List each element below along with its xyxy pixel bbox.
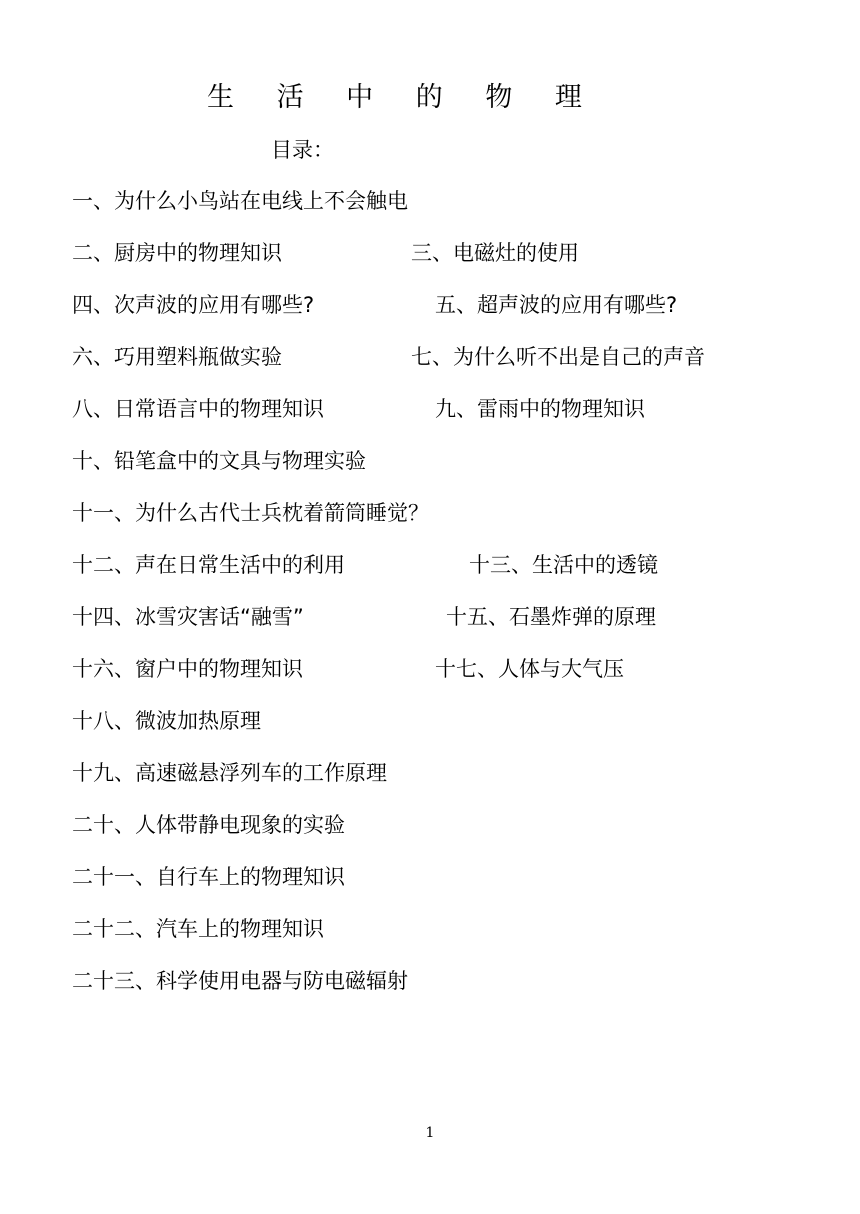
toc-row — [0, 758, 860, 788]
toc-entry-12[interactable]: 十二、声在日常生活中的利用 — [72, 553, 345, 577]
toc-entry-9[interactable]: 九、雷雨中的物理知识 — [435, 397, 645, 421]
toc-row — [0, 550, 860, 580]
toc-row — [0, 498, 860, 528]
toc-entry-21[interactable]: 二十一、自行车上的物理知识 — [72, 865, 345, 889]
toc-row — [0, 810, 860, 840]
toc-row — [0, 186, 860, 216]
toc-entry-11[interactable]: 十一、为什么古代士兵枕着箭筒睡觉？ — [72, 501, 429, 525]
toc-entry-4[interactable]: 四、次声波的应用有哪些? — [72, 293, 315, 317]
toc-row — [0, 342, 860, 372]
toc-row — [0, 706, 860, 736]
toc-row — [0, 394, 860, 424]
toc-entry-18[interactable]: 十八、微波加热原理 — [72, 709, 261, 733]
toc-row — [0, 602, 860, 632]
toc-row — [0, 914, 860, 944]
toc-entry-2[interactable]: 二、厨房中的物理知识 — [72, 241, 282, 265]
toc-entry-5[interactable]: 五、超声波的应用有哪些? — [435, 293, 678, 317]
toc-row — [0, 654, 860, 684]
toc-entry-15[interactable]: 十五、石墨炸弹的原理 — [446, 605, 656, 629]
toc-entry-22[interactable]: 二十二、汽车上的物理知识 — [72, 917, 324, 941]
toc-entry-6[interactable]: 六、巧用塑料瓶做实验 — [72, 345, 282, 369]
toc-heading: 目录： — [271, 138, 334, 162]
toc-entry-1[interactable]: 一、为什么小鸟站在电线上不会触电 — [72, 189, 408, 213]
toc-entry-13[interactable]: 十三、生活中的透镜 — [469, 553, 658, 577]
toc-entry-14[interactable]: 十四、冰雪灾害话“融雪” — [72, 605, 304, 629]
toc-entry-3[interactable]: 三、电磁灶的使用 — [411, 241, 579, 265]
toc-entry-20[interactable]: 二十、人体带静电现象的实验 — [72, 813, 345, 837]
toc-entry-17[interactable]: 十七、人体与大气压 — [435, 657, 624, 681]
page-number: 1 — [425, 1125, 435, 1141]
toc-entry-19[interactable]: 十九、高速磁悬浮列车的工作原理 — [72, 761, 387, 785]
toc-entry-16[interactable]: 十六、窗户中的物理知识 — [72, 657, 303, 681]
toc-entry-23[interactable]: 二十三、科学使用电器与防电磁辐射 — [72, 969, 408, 993]
toc-row — [0, 290, 860, 320]
document-title: 生 活 中 的 物 理 — [207, 82, 599, 113]
toc-entry-8[interactable]: 八、日常语言中的物理知识 — [72, 397, 324, 421]
toc-row — [0, 966, 860, 996]
toc-row — [0, 238, 860, 268]
toc-row — [0, 862, 860, 892]
toc-entry-7[interactable]: 七、为什么听不出是自己的声音 — [411, 345, 705, 369]
toc-row — [0, 446, 860, 476]
toc-entry-10[interactable]: 十、铅笔盒中的文具与物理实验 — [72, 449, 366, 473]
